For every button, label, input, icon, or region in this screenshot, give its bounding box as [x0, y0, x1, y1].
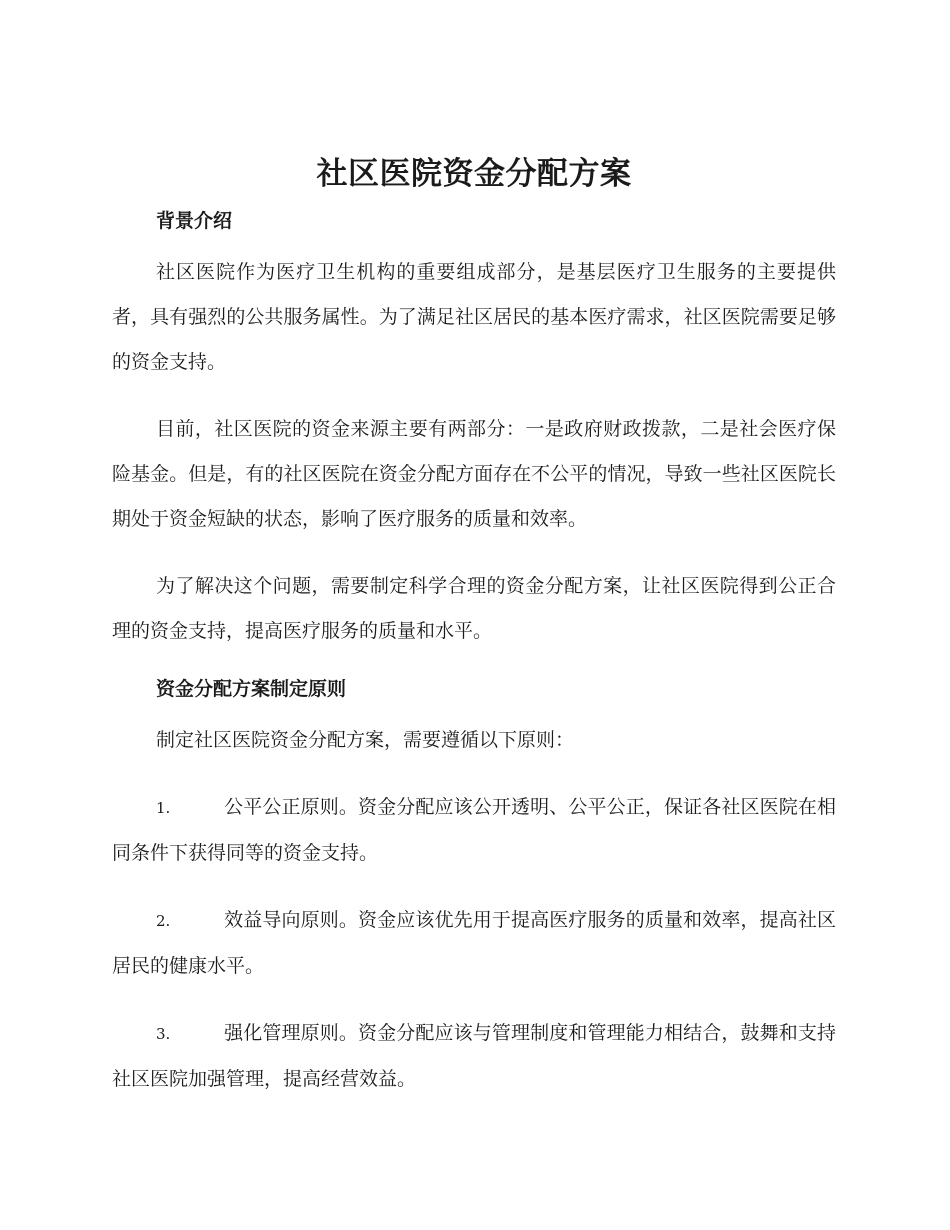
list-text: 强化管理原则。资金分配应该与管理制度和管理能力相结合，鼓舞和支持社区医院加强管理，提高经营效益。	[112, 1022, 836, 1090]
section-heading-background: 背景介绍	[156, 210, 233, 232]
section-heading-principles: 资金分配方案制定原则	[156, 678, 347, 700]
list-item	[112, 1011, 836, 1102]
list-item	[112, 898, 836, 989]
paragraph: 目前，社区医院的资金来源主要有两部分：一是政府财政拨款，二是社会医疗保险基金。但是，有的社区医院在资金分配方面存在不公平的情况，导致一些社区医院长期处于资金短缺的状态，影响了医疗服务的质量和效率。	[112, 418, 836, 530]
list-item	[112, 785, 836, 876]
list-number: 3.	[156, 1025, 171, 1043]
paragraph-intro: 制定社区医院资金分配方案，需要遵循以下原则：	[156, 729, 575, 751]
page-title: 社区医院资金分配方案	[316, 156, 632, 192]
list-text: 公平公正原则。资金分配应该公开透明、公平公正，保证各社区医院在相同条件下获得同等的资金支持。	[112, 796, 836, 864]
list-number: 2.	[156, 912, 171, 930]
document-body	[112, 148, 836, 1102]
paragraph: 社区医院作为医疗卫生机构的重要组成部分，是基层医疗卫生服务的主要提供者，具有强烈的公共服务属性。为了满足社区居民的基本医疗需求，社区医院需要足够的资金支持。	[112, 261, 836, 373]
list-text: 效益导向原则。资金应该优先用于提高医疗服务的质量和效率，提高社区居民的健康水平。	[112, 909, 836, 977]
paragraph: 为了解决这个问题，需要制定科学合理的资金分配方案，让社区医院得到公正合理的资金支持，提高医疗服务的质量和水平。	[112, 575, 836, 642]
list-number: 1.	[156, 799, 171, 817]
